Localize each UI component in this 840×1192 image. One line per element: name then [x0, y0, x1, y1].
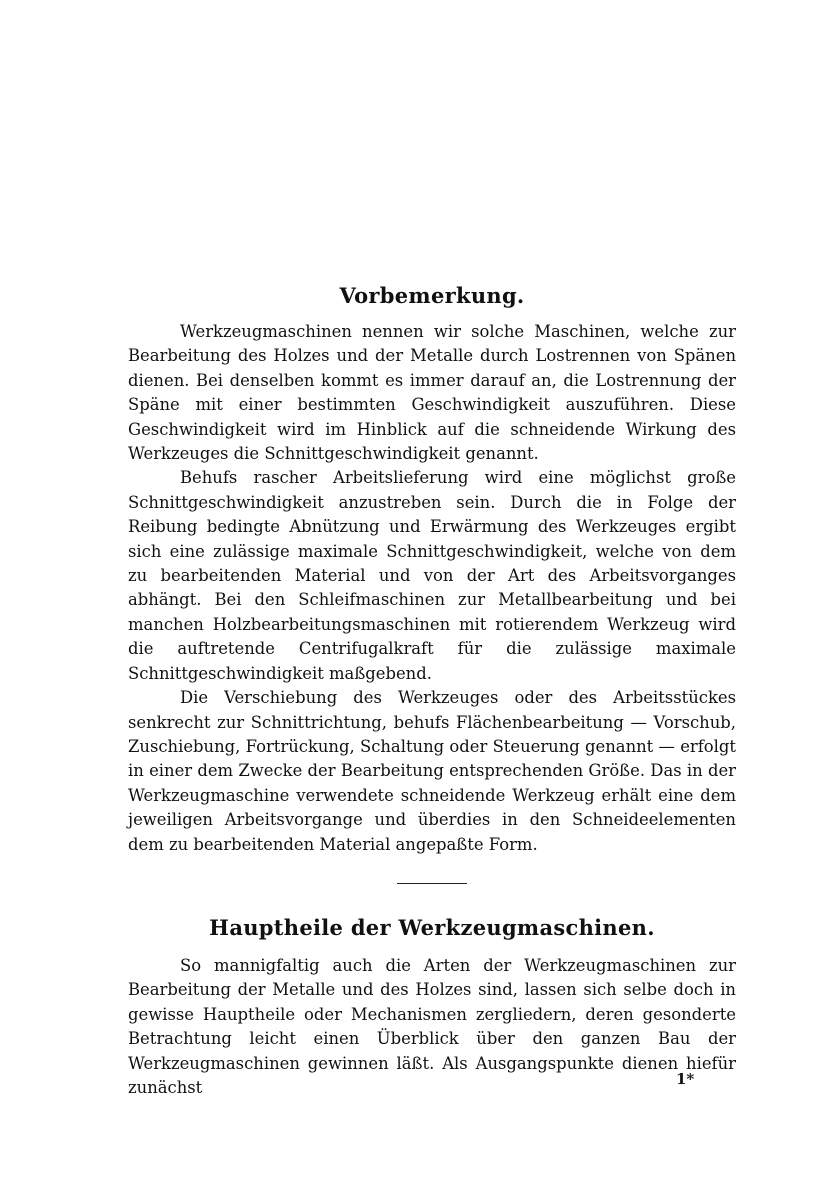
- page-number: 1*: [676, 1070, 695, 1088]
- paragraph: Behufs rascher Arbeitslieferung wird eine möglichst große Schnittgeschwindigkeit anzustreben sein. Durch die in Folge der Reibung bedingte Abnützung und Erwärmung des Werkzeuges ergibt sich eine zulässige maximale Schnittgeschwindigkeit, welche von dem zu bearbeitenden Material und von der Art des Arbeitsvorganges abhängt. Bei den Schleifmaschinen zur Metallbearbeitung und bei manchen Holzbearbeitungsmaschinen mit rotierendem Werkzeug wird die auftretende Centrifugalkraft für die zulässige maximale Schnittgeschwindigkeit maßgebend.: [128, 468, 736, 683]
- section-heading-hauptheile: Hauptheile der Werkzeugmaschinen.: [209, 914, 655, 940]
- page-content: [128, 282, 736, 1100]
- section-divider: [397, 883, 467, 884]
- paragraph: So mannigfaltig auch die Arten der Werkzeugmaschinen zur Bearbeitung der Metalle und des Holzes sind, lassen sich selbe doch in gewisse Hauptheile oder Mechanismen zergliedern, deren gesonderte Betrachtung leicht einen Überblick über den ganzen Bau der Werkzeugmaschinen gewinnen läßt. Als Ausgangspunkte dienen hiefür zunächst: [128, 955, 736, 1097]
- paragraph: Werkzeugmaschinen nennen wir solche Maschinen, welche zur Bearbeitung des Holzes und der Metalle durch Lostrennen von Spänen dienen. Bei denselben kommt es immer darauf an, die Lostrennung der Späne mit einer bestimmten Geschwindigkeit auszuführen. Diese Geschwindigkeit wird im Hinblick auf die schneidende Wirkung des Werkzeuges die Schnittgeschwindigkeit genannt.: [128, 322, 736, 464]
- paragraph: Die Verschiebung des Werkzeuges oder des Arbeitsstückes senkrecht zur Schnittrichtung, behufs Flächenbearbeitung — Vorschub, Zuschiebung, Fortrückung, Schaltung oder Steuerung genannt — erfolgt in einer dem Zwecke der Bearbeitung entsprechenden Größe. Das in der Werkzeugmaschine verwendete schneidende Werkzeug erhält eine dem jeweiligen Arbeitsvorgange und überdies in den Schneideelementen dem zu bearbeitenden Material angepaßte Form.: [128, 688, 736, 854]
- section-heading-vorbemerkung: Vorbemerkung.: [339, 283, 525, 308]
